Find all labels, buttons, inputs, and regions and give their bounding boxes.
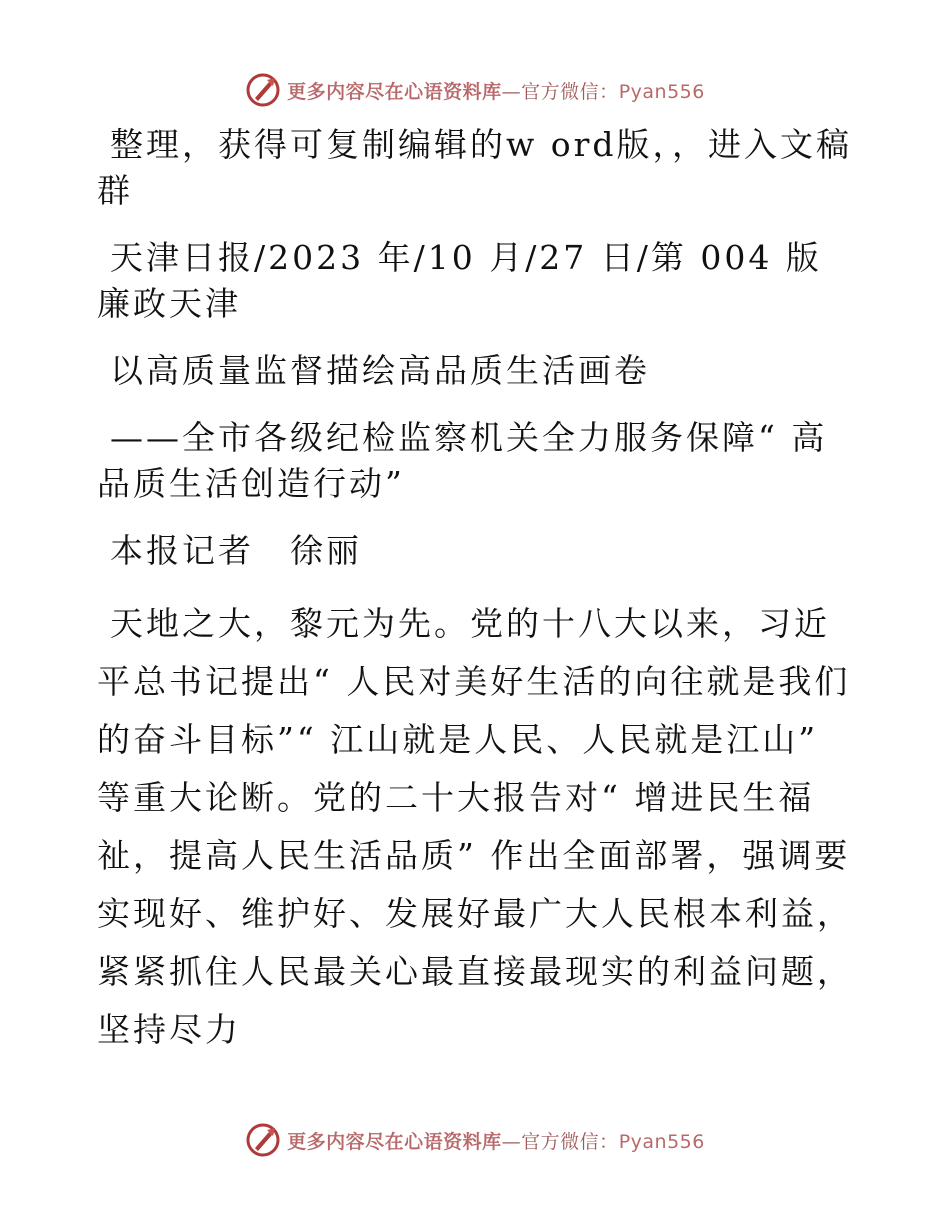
source-line: 天津日报/2023 年/10 月/27 日/第 004 版廉政天津	[97, 238, 822, 323]
quill-logo-icon	[245, 1122, 281, 1158]
watermark-text	[287, 1127, 705, 1154]
byline: 本报记者 徐丽	[110, 531, 362, 570]
headline: 以高质量监督描绘高品质生活画卷	[110, 351, 650, 390]
watermark-dash: —	[501, 80, 522, 103]
footer-watermark	[0, 1120, 950, 1160]
watermark-text	[287, 77, 705, 104]
watermark-wechat-id: Pyan556	[618, 1130, 705, 1153]
document-body	[97, 122, 857, 1080]
subheadline: ——全市各级纪检监察机关全力服务保障“ 高品质生活创造行动”	[97, 418, 828, 503]
watermark-site: 更多内容尽在心语资料库	[287, 1130, 502, 1153]
body-paragraph: 天地之大，黎元为先。党的十八大以来，习近平总书记提出“ 人民对美好生活的向往就是我们的奋斗目标”“ 江山就是人民、人民就是江山” 等重大论断。党的二十大报告对“ 增进民生福祉，提高人民生活品质” 作出全面部署，强调要实现好、维护好、发展好最广大人民根本利益，紧紧抓住人民最关心最直接最现实的利益问题，坚持尽力	[97, 604, 853, 1049]
watermark-dash: —	[501, 1130, 522, 1153]
quill-logo-icon	[245, 72, 281, 108]
header-watermark	[0, 70, 950, 110]
watermark-wechat-label: 官方微信：	[521, 1130, 619, 1153]
watermark-site: 更多内容尽在心语资料库	[287, 80, 502, 103]
watermark-wechat-label: 官方微信：	[521, 80, 619, 103]
intro-line: 整理，获得可复制编辑的w ord版，，进入文稿群	[97, 125, 853, 210]
watermark-wechat-id: Pyan556	[618, 80, 705, 103]
